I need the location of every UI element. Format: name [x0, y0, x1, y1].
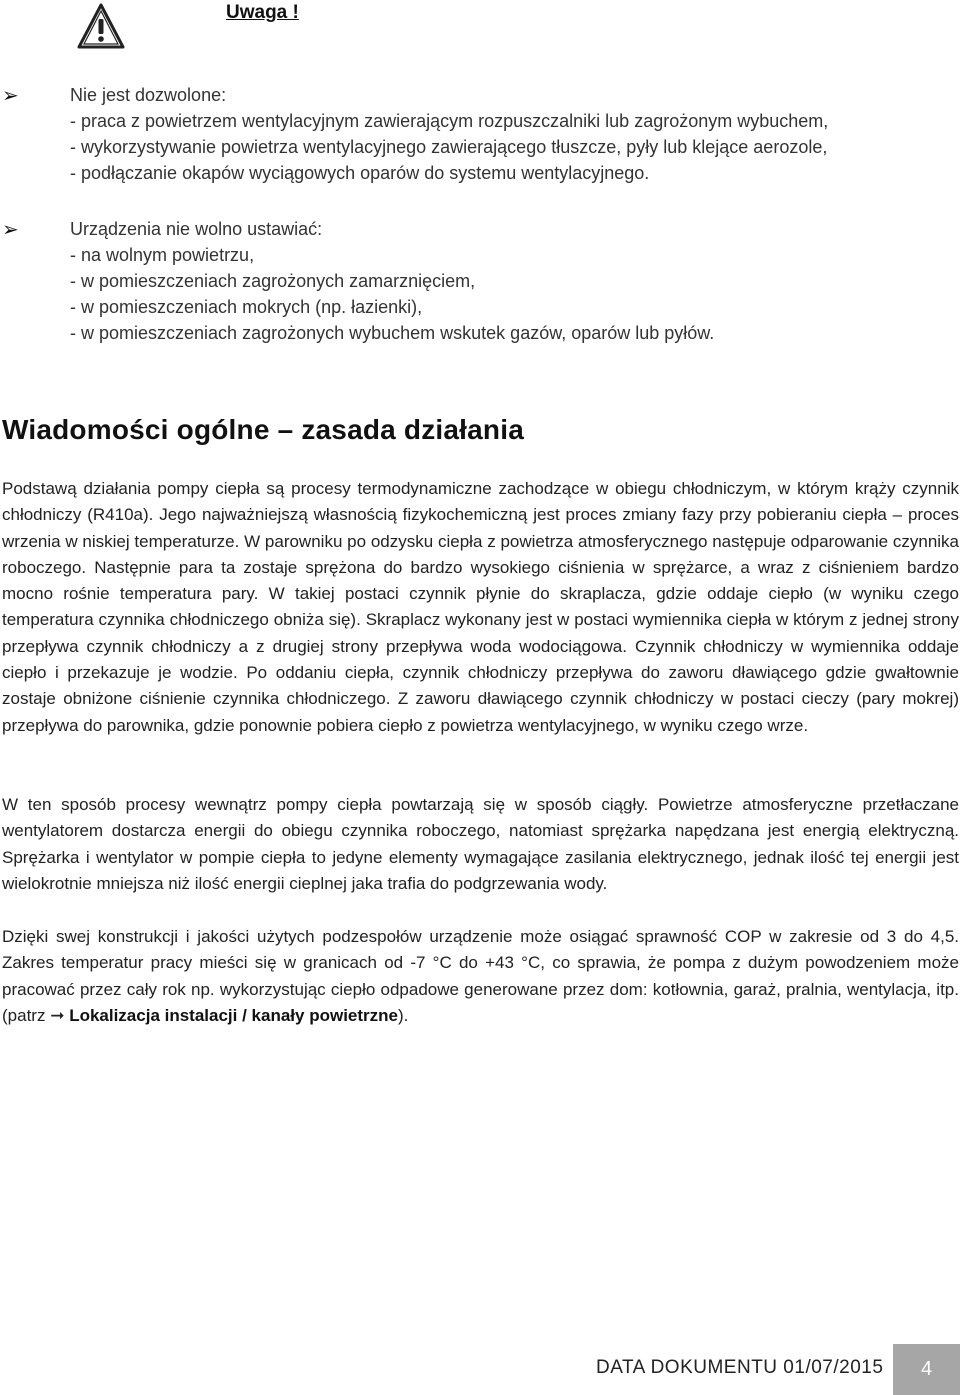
document-date: DATA DOKUMENTU 01/07/2015 [596, 1357, 884, 1378]
right-arrow-icon: ➞ [50, 1005, 65, 1026]
paragraph-cop-end: ). [397, 1005, 409, 1025]
bullet-line: Urządzenia nie wolno ustawiać: [70, 219, 323, 239]
warning-triangle-icon [76, 2, 126, 50]
bullet-line: - wykorzystywanie powietrza wentylacyjnego zawierającego tłuszcze, pyły lub klejące aerozole, [70, 137, 828, 157]
warning-title: Uwaga ! [226, 2, 299, 23]
bullet-line: - w pomieszczeniach zagrożonych wybuchem wskutek gazów, oparów lub pyłów. [70, 323, 715, 343]
installation-location-link[interactable]: Lokalizacja instalacji / kanały powietrzne [69, 1005, 398, 1025]
paragraph-cycle: W ten sposób procesy wewnątrz pompy ciepła powtarzają się w sposób ciągły. Powietrze atmosferyczne przetłaczane wentylatorem dostarcza energii do obiegu czynnika roboczego, natomiast sprężarka napędzana jest energią elektryczną. Sprężarka i wentylator w pompie ciepła to jedyne elementy wymagające zasilania elektrycznego, jednak ilość tej energii jest wielokrotnie mniejsza niż ilość energii cieplnej jaka trafia do podgrzewania wody. [2, 795, 959, 893]
paragraph-principle: Podstawą działania pompy ciepła są procesy termodynamiczne zachodzące w obiegu chłodniczym, w którym krąży czynnik chłodniczy (R410a). Jego najważniejszą własnością fizykochemiczną jest proces zmiany fazy przy pobieraniu ciepła – proces wrzenia w niskiej temperaturze. W parowniku po odzysku ciepła z powietrza atmosferycznego następuje odparowanie czynnika roboczego. Następnie para ta zostaje sprężona do bardzo wysokiego ciśnienia w sprężarce, a wraz z ciśnieniem bardzo mocno rośnie temperatura pary. W takiej postaci czynnik płynie do skraplacza, gdzie oddaje ciepło (w wyniku czego temperatura czynnika chłodniczego obniża się). Skraplacz wykonany jest w postaci wymiennika ciepła w którym z jednej strony przepływa czynnik chłodniczy a z drugiej strony przepływa woda wodociągowa. Czynnik chłodniczy w wymiennika oddaje ciepło i przekazuje je wodzie. Po oddaniu ciepła, czynnik chłodniczy przepływa do zaworu dławiącego gdzie gwałtownie zostaje obniżone ciśnienie czynnika chłodniczego. Z zaworu dławiącego czynnik chłodniczy w postaci cieczy (pary mokrej) przepływa do parownika, gdzie ponownie pobiera ciepło z powietrza wentylacyjnego, w wyniku czego wrze. [2, 479, 959, 735]
arrowhead-bullet-icon: ➢ [2, 217, 19, 241]
page-number: 4 [893, 1344, 960, 1395]
section-heading: Wiadomości ogólne – zasada działania [2, 414, 524, 445]
bullet-line: - podłączanie okapów wyciągowych oparów do systemu wentylacyjnego. [70, 163, 650, 183]
arrowhead-bullet-icon: ➢ [2, 83, 19, 107]
paragraph-cop [2, 924, 959, 1029]
bullet-line: - w pomieszczeniach zagrożonych zamarznięciem, [70, 271, 476, 291]
bullet-line: Nie jest dozwolone: [70, 85, 227, 105]
bullet-line: - praca z powietrzem wentylacyjnym zawierającym rozpuszczalniki lub zagrożonym wybuchem, [70, 111, 829, 131]
bullet-line: - na wolnym powietrzu, [70, 245, 255, 265]
bullet-line: - w pomieszczeniach mokrych (np. łazienki), [70, 297, 423, 317]
paragraph-cop-text: Dzięki swej konstrukcji i jakości użytych podzespołów urządzenie może osiągać sprawność COP w zakresie od 3 do 4,5. Zakres temperatur pracy mieści się w granicach od -7 °C do +43 °C, co sprawia, że pompa z dużym powodzeniem może pracować przez cały rok np. wykorzystując ciepło odpadowe generowane przez dom: kotłownia, garaż, pralnia, wentylacja, itp. (patrz [2, 927, 959, 1025]
